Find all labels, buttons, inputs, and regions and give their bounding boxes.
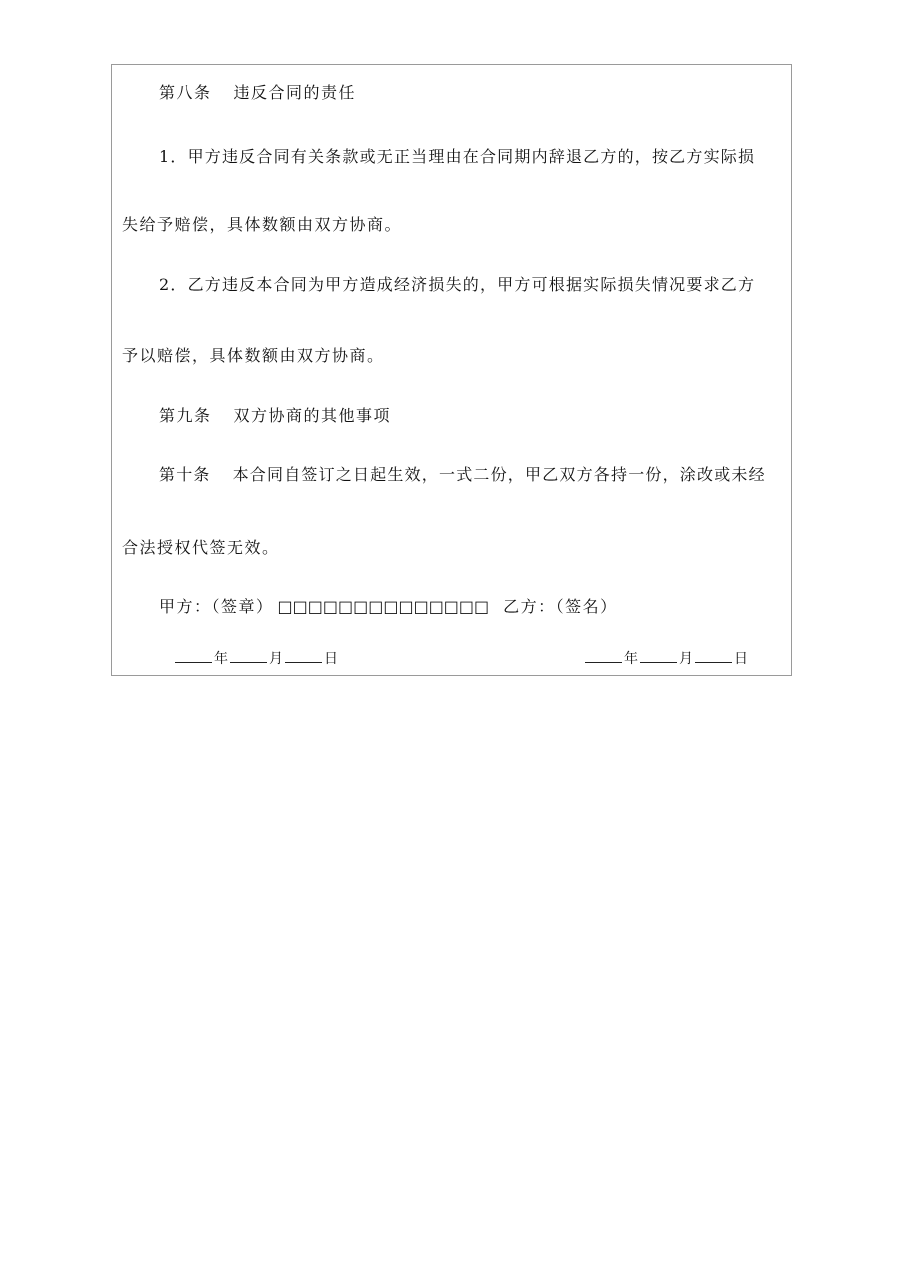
- article-8-heading-line: [159, 83, 356, 103]
- party-a-date: [175, 648, 340, 669]
- year-label: 年: [624, 651, 638, 667]
- article-10-number: 第十条: [159, 465, 211, 484]
- year-blank: [585, 648, 622, 663]
- article-8-item-1-line-1: 1．甲方违反合同有关条款或无正当理由在合同期内辞退乙方的，按乙方实际损: [159, 147, 756, 166]
- article-9-title: 双方协商的其他事项: [233, 406, 392, 425]
- article-8-item-2-line-2: 予以赔偿，具体数额由双方协商。: [122, 346, 385, 365]
- signature-row: [159, 597, 618, 617]
- party-a-label: 甲方：（签章）: [159, 597, 274, 616]
- day-blank: [285, 648, 322, 663]
- party-a-seal-placeholder: □□□□□□□□□□□□□□: [277, 597, 490, 616]
- article-10-text: 本合同自签订之日起生效，一式二份，甲乙双方各持一份，涂改或未经: [232, 465, 766, 484]
- day-label: 日: [324, 651, 338, 667]
- article-8-number: 第八条: [159, 83, 212, 102]
- month-label: 月: [269, 651, 283, 667]
- article-8-title: 违反合同的责任: [233, 83, 357, 102]
- article-10-line-2: 合法授权代签无效。: [122, 538, 280, 557]
- article-8-item-1-line-2: 失给予赔偿，具体数额由双方协商。: [122, 215, 403, 234]
- article-9-number: 第九条: [159, 406, 212, 425]
- month-blank: [640, 648, 677, 663]
- year-blank: [175, 648, 212, 663]
- party-b-label: 乙方：（签名）: [503, 597, 618, 616]
- month-blank: [230, 648, 267, 663]
- day-blank: [695, 648, 732, 663]
- party-b-date: [585, 648, 750, 669]
- contract-page-box: [111, 64, 792, 676]
- day-label: 日: [734, 651, 748, 667]
- year-label: 年: [214, 651, 228, 667]
- month-label: 月: [679, 651, 693, 667]
- article-9-heading-line: [159, 406, 391, 426]
- article-8-item-2-line-1: 2．乙方违反本合同为甲方造成经济损失的，甲方可根据实际损失情况要求乙方: [159, 275, 756, 294]
- article-10-line-1: [159, 465, 784, 485]
